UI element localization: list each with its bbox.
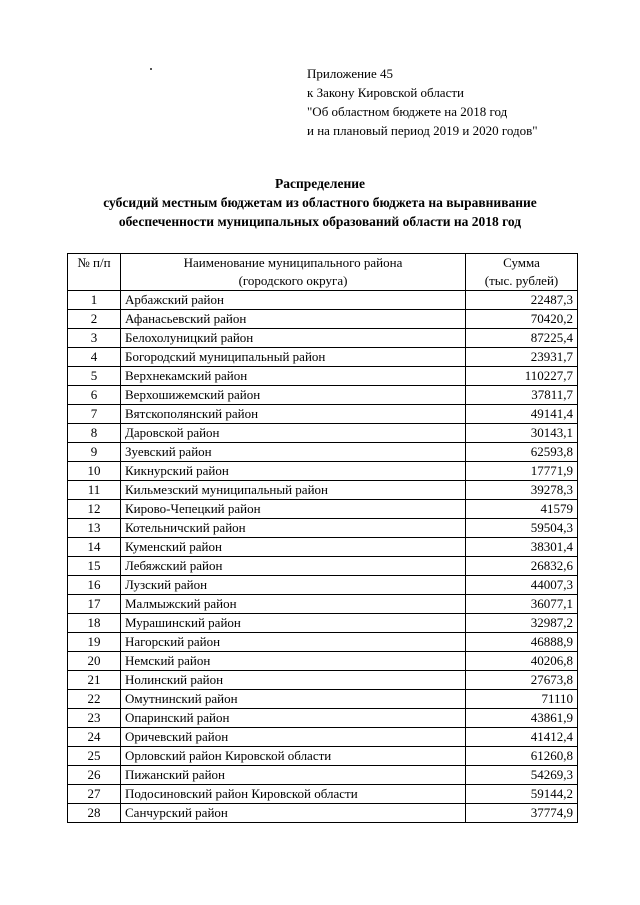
cell-num: 6 — [68, 386, 121, 405]
subsidies-table — [67, 253, 578, 823]
cell-sum: 22487,3 — [466, 291, 578, 310]
cell-sum: 26832,6 — [466, 557, 578, 576]
cell-num: 15 — [68, 557, 121, 576]
cell-sum: 41579 — [466, 500, 578, 519]
cell-sum: 40206,8 — [466, 652, 578, 671]
cell-name: Пижанский район — [121, 766, 466, 785]
cell-sum: 110227,7 — [466, 367, 578, 386]
cell-num: 12 — [68, 500, 121, 519]
cell-name: Белохолуницкий район — [121, 329, 466, 348]
cell-name: Немский район — [121, 652, 466, 671]
table-row — [68, 557, 578, 576]
cell-num: 9 — [68, 443, 121, 462]
header-sum — [466, 254, 578, 291]
cell-name: Орловский район Кировской области — [121, 747, 466, 766]
table-row — [68, 367, 578, 386]
cell-num: 2 — [68, 310, 121, 329]
cell-name: Кикнурский район — [121, 462, 466, 481]
cell-sum: 37811,7 — [466, 386, 578, 405]
cell-sum: 54269,3 — [466, 766, 578, 785]
table-row — [68, 386, 578, 405]
cell-name: Зуевский район — [121, 443, 466, 462]
table-row — [68, 291, 578, 310]
cell-sum: 46888,9 — [466, 633, 578, 652]
table-row — [68, 766, 578, 785]
cell-sum: 59504,3 — [466, 519, 578, 538]
table-row — [68, 481, 578, 500]
cell-num: 27 — [68, 785, 121, 804]
cell-name: Нолинский район — [121, 671, 466, 690]
cell-num: 10 — [68, 462, 121, 481]
appendix-line: Приложение 45 — [307, 66, 394, 81]
cell-name: Малмыжский район — [121, 595, 466, 614]
cell-name: Котельничский район — [121, 519, 466, 538]
scan-speck — [150, 68, 152, 70]
table-row — [68, 500, 578, 519]
cell-name: Кирово-Чепецкий район — [121, 500, 466, 519]
cell-num: 26 — [68, 766, 121, 785]
cell-name: Арбажский район — [121, 291, 466, 310]
cell-name: Даровской район — [121, 424, 466, 443]
cell-sum: 62593,8 — [466, 443, 578, 462]
cell-num: 11 — [68, 481, 121, 500]
cell-name: Лебяжский район — [121, 557, 466, 576]
title-line: обеспеченности муниципальных образований области на 2018 год — [118, 214, 522, 229]
cell-sum: 23931,7 — [466, 348, 578, 367]
cell-num: 18 — [68, 614, 121, 633]
table-body — [68, 291, 578, 823]
appendix-line: и на плановый период 2019 и 2020 годов" — [307, 123, 538, 138]
table-row — [68, 747, 578, 766]
cell-num: 21 — [68, 671, 121, 690]
cell-name: Оричевский район — [121, 728, 466, 747]
cell-sum: 43861,9 — [466, 709, 578, 728]
cell-sum: 87225,4 — [466, 329, 578, 348]
cell-sum: 70420,2 — [466, 310, 578, 329]
cell-sum: 38301,4 — [466, 538, 578, 557]
cell-name: Санчурский район — [121, 804, 466, 823]
table-row — [68, 728, 578, 747]
table-row — [68, 576, 578, 595]
cell-num: 7 — [68, 405, 121, 424]
cell-num: 5 — [68, 367, 121, 386]
cell-sum: 41412,4 — [466, 728, 578, 747]
table-row — [68, 329, 578, 348]
cell-num: 4 — [68, 348, 121, 367]
cell-name: Вятскополянский район — [121, 405, 466, 424]
cell-num: 28 — [68, 804, 121, 823]
cell-name: Куменский район — [121, 538, 466, 557]
cell-name: Нагорский район — [121, 633, 466, 652]
table-header-row — [68, 254, 578, 291]
cell-num: 1 — [68, 291, 121, 310]
appendix-line: к Закону Кировской области — [307, 85, 464, 100]
cell-sum: 59144,2 — [466, 785, 578, 804]
cell-num: 8 — [68, 424, 121, 443]
cell-sum: 61260,8 — [466, 747, 578, 766]
cell-num: 20 — [68, 652, 121, 671]
cell-name: Лузский район — [121, 576, 466, 595]
cell-num: 25 — [68, 747, 121, 766]
appendix-header — [307, 64, 538, 140]
cell-sum: 39278,3 — [466, 481, 578, 500]
table-row — [68, 785, 578, 804]
cell-name: Мурашинский район — [121, 614, 466, 633]
cell-num: 16 — [68, 576, 121, 595]
table-row — [68, 519, 578, 538]
cell-num: 14 — [68, 538, 121, 557]
cell-name: Верхнекамский район — [121, 367, 466, 386]
table-row — [68, 462, 578, 481]
table-row — [68, 671, 578, 690]
cell-num: 3 — [68, 329, 121, 348]
document-title — [0, 174, 640, 231]
cell-num: 19 — [68, 633, 121, 652]
table-row — [68, 633, 578, 652]
header-sum-line1: Сумма — [503, 255, 540, 270]
header-sum-line2: (тыс. рублей) — [484, 273, 559, 288]
table-row — [68, 424, 578, 443]
cell-sum: 49141,4 — [466, 405, 578, 424]
cell-sum: 36077,1 — [466, 595, 578, 614]
cell-sum: 32987,2 — [466, 614, 578, 633]
title-line: Распределение — [274, 176, 366, 191]
cell-name: Подосиновский район Кировской области — [121, 785, 466, 804]
cell-name: Опаринский район — [121, 709, 466, 728]
table-row — [68, 652, 578, 671]
cell-sum: 37774,9 — [466, 804, 578, 823]
header-num: № п/п — [68, 254, 121, 291]
table-row — [68, 690, 578, 709]
table-row — [68, 348, 578, 367]
cell-sum: 27673,8 — [466, 671, 578, 690]
header-name-line2: (городского округа) — [238, 273, 348, 288]
table-row — [68, 310, 578, 329]
cell-name: Омутнинский район — [121, 690, 466, 709]
cell-num: 17 — [68, 595, 121, 614]
cell-sum: 44007,3 — [466, 576, 578, 595]
table-row — [68, 443, 578, 462]
cell-num: 23 — [68, 709, 121, 728]
table-row — [68, 538, 578, 557]
header-name — [121, 254, 466, 291]
cell-num: 22 — [68, 690, 121, 709]
appendix-line: "Об областном бюджете на 2018 год — [307, 104, 508, 119]
cell-num: 24 — [68, 728, 121, 747]
table-row — [68, 614, 578, 633]
cell-sum: 17771,9 — [466, 462, 578, 481]
cell-name: Богородский муниципальный район — [121, 348, 466, 367]
cell-name: Кильмезский муниципальный район — [121, 481, 466, 500]
cell-sum: 30143,1 — [466, 424, 578, 443]
cell-name: Верхошижемский район — [121, 386, 466, 405]
table-row — [68, 709, 578, 728]
table-row — [68, 804, 578, 823]
cell-num: 13 — [68, 519, 121, 538]
cell-name: Афанасьевский район — [121, 310, 466, 329]
table-row — [68, 595, 578, 614]
cell-sum: 71110 — [466, 690, 578, 709]
title-line: субсидий местным бюджетам из областного бюджета на выравнивание — [103, 195, 537, 210]
table-row — [68, 405, 578, 424]
header-name-line1: Наименование муниципального района — [183, 255, 403, 270]
